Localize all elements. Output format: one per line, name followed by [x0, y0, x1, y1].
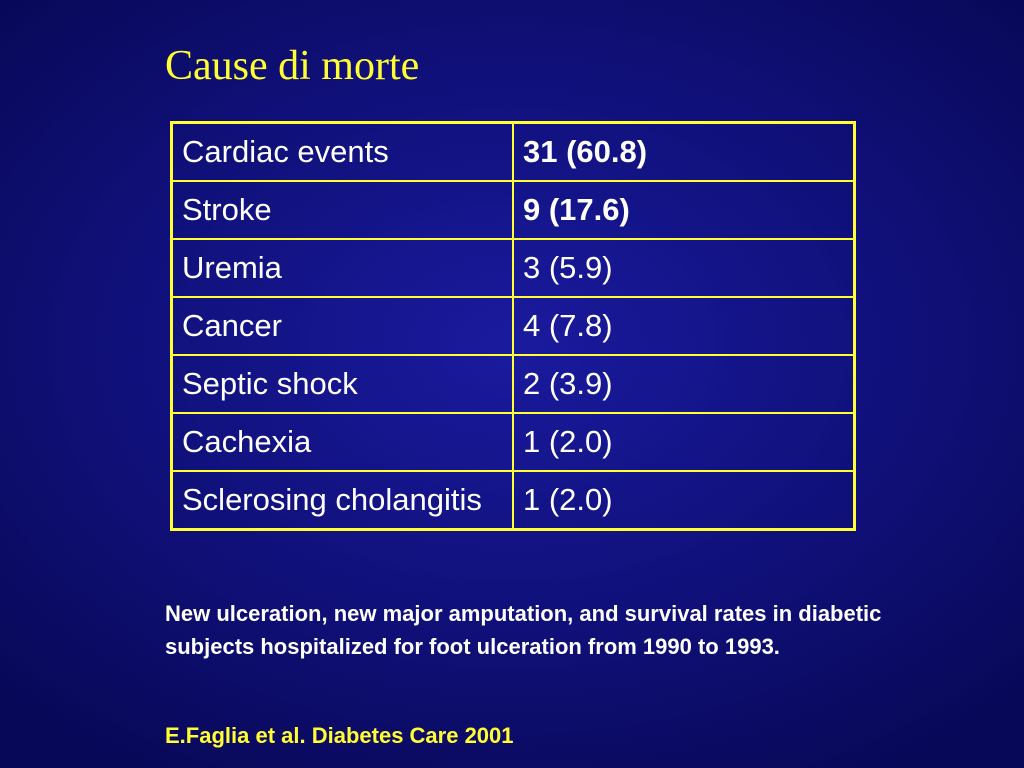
citation: E.Faglia et al. Diabetes Care 2001	[165, 723, 514, 748]
cause-cell: Uremia	[173, 239, 513, 297]
table-row	[173, 413, 853, 471]
cause-cell: Cardiac events	[173, 124, 513, 181]
table-row	[173, 181, 853, 239]
table-row	[173, 355, 853, 413]
value-cell: 31 (60.8)	[513, 124, 853, 181]
table-row	[173, 471, 853, 528]
table-row	[173, 124, 853, 181]
cause-cell: Sclerosing cholangitis	[173, 471, 513, 528]
study-caption: New ulceration, new major amputation, and survival rates in diabetic subjects hospitalized for foot ulceration from 1990 to 1993.	[165, 601, 882, 659]
value-cell: 3 (5.9)	[513, 239, 853, 297]
value-cell: 2 (3.9)	[513, 355, 853, 413]
value-cell: 9 (17.6)	[513, 181, 853, 239]
cause-cell: Stroke	[173, 181, 513, 239]
cause-cell: Cancer	[173, 297, 513, 355]
table-row	[173, 297, 853, 355]
value-cell: 1 (2.0)	[513, 471, 853, 528]
table-row	[173, 239, 853, 297]
cause-cell: Septic shock	[173, 355, 513, 413]
cause-cell: Cachexia	[173, 413, 513, 471]
causes-table	[170, 121, 856, 531]
value-cell: 4 (7.8)	[513, 297, 853, 355]
value-cell: 1 (2.0)	[513, 413, 853, 471]
slide-title: Cause di morte	[165, 43, 420, 89]
